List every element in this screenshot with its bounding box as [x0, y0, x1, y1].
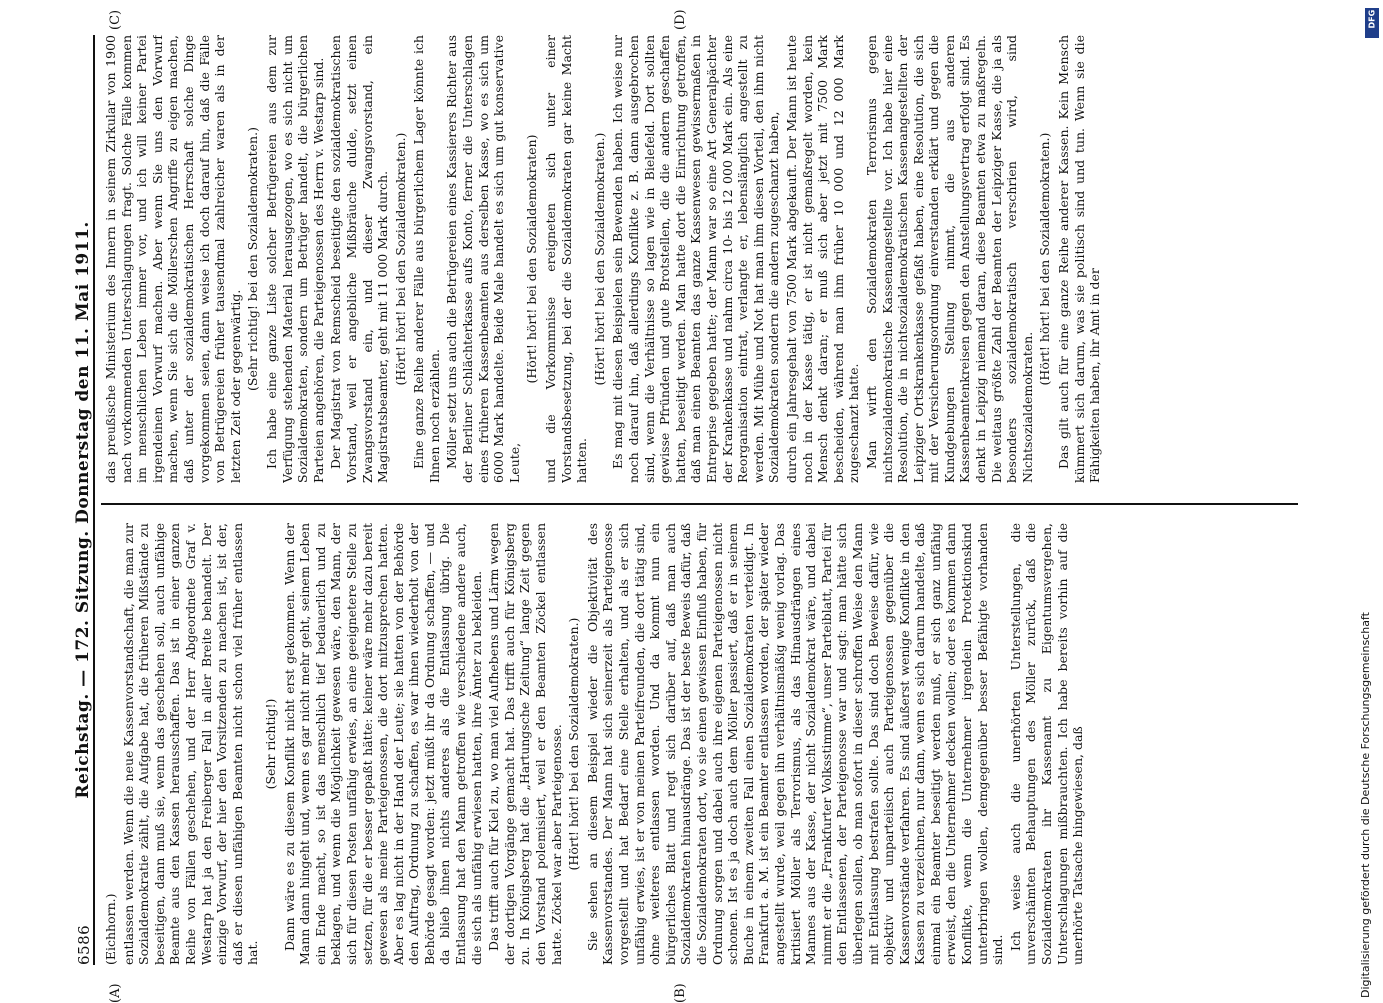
paragraph: entlassen werden. Wenn die neue Kassenvorstandschaft, die man zur Sozialdemokratie zählt, die Aufgabe hat, die früheren Mißstände zu beseitigen, dann muß sie, wenn das geschehen soll, auch unfähige Beamte aus den Kassen herausschaffen. Das ist in einer ganzen Reihe von Fällen geschehen, und der Herr Abgeordnete Graf v. Westarp hat ja den Freiberger Fall in aller Breite behandelt. Der einzige Vorwurf, der hier den Vorsitzenden zu machen ist, ist der, daß er diesen unfähigen Beamten nicht schon viel früher entlassen hat.	[120, 523, 261, 965]
left-column	[103, 523, 1298, 965]
paragraph: Es mag mit diesen Beispielen sein Bewenden haben. Ich weise nur noch darauf hin, daß allerdings Konflikte z. B. dann ausgebrochen sind, wenn die Verhältnisse so lagen wie in Bielefeld. Dort sollten gewisse Pfründen und gute Brotstellen, die die andern geschaffen hatten, beseitigt werden. Man hatte dort die Einrichtung getroffen, daß man einen Beamten das ganze Kassenwesen gewissermaßen in Entreprise gegeben hatte; der Mann war so eine Art Generalpächter der Krankenkasse und nahm circa 10- bis 12 000 Mark ein. Als eine Reorganisation eintrat, verlangte er, lebenslänglich angestellt zu werden. Mit Mühe und Not hat man ihm diesen Vorteil, den ihm nicht Sozialdemokraten sondern die andern zugeschanzt haben,	[610, 35, 782, 483]
paragraph: und die Vorkommnisse ereigneten sich unter einer Vorstandsbesetzung, bei der die Sozialdemokraten gar keine Macht hatten.	[543, 35, 590, 483]
page-number: 6586	[75, 924, 93, 965]
interjection: (Sehr richtig!)	[262, 698, 278, 790]
page-header	[63, 35, 95, 965]
paragraph: Man wirft den Sozialdemokraten Terrorismus gegen nichtsozialdemokratische Kassenangestellte vor. Ich habe hier eine Resolution, die in nichtsozialdemokratischen Kassenangestellten der Leipziger Ortskrankenkasse gefaßt haben, eine Resolution, die sich mit der Versicherungsordnung einverstanden erklärt und gegen die Kundgebungen Stellung nimmt, die aus anderen Kassenbeamtenkreisen gegen den Anstellungsvertrag erfolgt sind. Es denkt in Leipzig niemand daran, diese Beamten etwa zu maßregeln. Die weitaus größte Zahl der Beamten der Leipziger Kasse, die ja als besonders sozialdemokratisch verschrien wird, sind Nichtsozialdemokraten.	[863, 35, 1035, 483]
paragraph: Sie sehen an diesem Beispiel wieder die Objektivität des Kassenvorstandes. Der Mann hat sich seinerzeit als Parteigenosse vorgestellt und hat Bedarf eine Stelle erhalten, und als er sich unfähig erwies, ist er von meinen Parteifreunden, die dort tätig sind, ohne weiteres entlassen worden. Und da kommt nun ein bürgerliches Blatt und regt sich darüber auf, daß man auch Sozialdemokraten hinausdränge. Das ist der beste Beweis dafür, daß die Sozialdemokraten dort, wo sie einen gewissen Einfluß haben, für Ordnung sorgen und dabei auch ihre eigenen Parteigenossen nicht schonen. Ist es ja doch auch dem Möller passiert, daß er in seinem Buche in einem zweiten Fall einen Sozialdemokraten verteidigt. In Frankfurt a. M. ist ein Beamter entlassen worden, der später wieder angestellt wurde, weil gegen ihn verhältnismäßig wenig vorlag. Das kritisiert Möller als Terrorismus, als das Hinausdrängen eines Mannes aus der Kasse, der nicht Sozialdemokrat wäre, und dabei nimmt er die „Frankfurter Volksstimme“, unser Parteiblatt, Partei für den Entlassenen, der Parteigenosse war und sagt: man hätte sich überlegen sollen, ob man sofort in dieser schroffen Weise den Mann mit Entlassung bestrafen sollte. Das sind doch Beweise dafür, wie objektiv und unparteiisch auch Parteigenossen gegenüber die Kassenvorstände verfahren. Es sind äußerst wenige Konflikte in den Kassen zu verzeichnen, nur dann, wenn es sich darum handelte, daß einmal ein Beamter beseitigt werden muß, er sich ganz unfähig erweist, den die Unternehmer decken wollen; oder es kommen dann Konflikte, wenn die Unternehmer irgendein Protektionskind unterbringen wollen, demgegenüber besser Befähigte vorhanden sind.	[584, 523, 1006, 965]
paragraph: Das gilt auch für eine ganze Reihe anderer Kassen. Kein Mensch kümmert sich darum, was sie politisch sind und tun. Wenn sie die Fähigkeiten haben, ihr Amt in der	[1056, 35, 1103, 483]
paragraph: Möller setzt uns auch die Betrügereien eines Kassierers Richter aus der Berliner Schlächterkasse aufs Konto, ferner die Unterschlagen eines früheren Kassenbeamten aus derselben Kasse, wo es sich um 6000 Mark handelte. Beide Male handelt es sich um gut konservative Leute,	[444, 35, 522, 483]
dfg-logo	[1365, 8, 1379, 38]
digitization-note	[1352, 8, 1380, 998]
margin-marker-a: (A)	[108, 983, 123, 1003]
paragraph: (Eichhorn.)	[103, 893, 118, 965]
paragraph: Dann wäre es zu diesem Konflikt nicht erst gekommen. Wenn der Mann dann hingeht und, wenn es gar nicht mehr geht, seinem Leben ein Ende macht, so ist das menschlich tief bedauerlich und zu beklagen, und wenn die Möglichkeit gewesen wäre, den Mann, der sich für diesen Posten unfähig erwies, an eine geeignetere Stelle zu setzen, für die er besser gepaßt hätte: keiner wäre mehr dazu bereit gewesen als meine Parteigenossen, die dort mitzusprechen hatten. Aber es lag nicht in der Hand der Leute; sie hatten von der Behörde den Auftrag, Ordnung zu schaffen, es war ihnen wiederholt von der Behörde gesagt worden: jetzt müßt ihr da Ordnung schaffen, — und da blieb ihnen nichts anderes als die Entlassung übrig. Die Entlassung hat den Mann getroffen wie verschiedene andere auch, die sich als unfähig erwiesen hatten, ihre Ämter zu bekleiden.	[281, 523, 484, 965]
digitization-note-text: Digitalisierung gefördert durch die Deutsche Forschungsgemeinschaft	[1359, 612, 1372, 998]
interjection: (Hört! hört! bei den Sozialdemokraten.)	[1037, 132, 1053, 386]
interjection: (Hört! hört! bei den Sozialdemokraten.)	[591, 132, 607, 386]
right-column	[103, 35, 1298, 483]
interjection: (Sehr richtig! bei den Sozialdemokraten.)	[245, 127, 261, 391]
paragraph: Das trifft auch für Kiel zu, wo man viel Aufhebens und Lärm wegen der dortigen Vorgänge gemacht hat. Das trifft auch für Königsberg zu. In Königsberg hat die „Hartungsche Zeitung“ lange Zeit gegen den Vorstand polemisiert, weil er den Beamten Zöckel entlassen hatte. Zöckel war aber Parteigenosse.	[486, 523, 564, 965]
interjection: (Hört! hört! bei den Sozialdemokraten.)	[392, 132, 408, 386]
margin-marker-b: (B)	[673, 983, 688, 1003]
paragraph: Eine ganze Reihe anderer Fälle aus bürgerlichem Lager könnte ich Ihnen noch erzählen.	[411, 35, 442, 483]
paragraph: Der Magistrat von Remscheid beseitigte den sozialdemokratischen Vorstand, weil er angebliche Mißbräuche dulde, setzt einen Zwangsvorstand ein, und dieser Zwangsvorstand, ein Magistratsbeamter, geht mit 11 000 Mark durch.	[328, 35, 391, 483]
interjection: (Hört! hört! bei den Sozialdemokraten.)	[566, 617, 582, 871]
margin-marker-d: (D)	[673, 9, 688, 30]
page-title: Reichstag. — 172. Sitzung. Donnerstag den 11. Mai 1911.	[73, 221, 93, 799]
column-divider	[101, 503, 1298, 505]
interjection: (Hört! hört! bei den Sozialdemokraten)	[524, 134, 540, 384]
margin-marker-c: (C)	[108, 9, 123, 30]
paragraph: Ich habe eine ganze Liste solcher Betrügereien aus dem zur Verfügung stehenden Material herausgezogen, wo es sich nicht um Sozialdemokraten, sondern um Betrüger handelt, die bürgerlichen Parteien angehören, die Parteigenossen des Herrn v. Westarp sind.	[263, 35, 326, 483]
rotated-page	[53, 9, 1303, 1003]
dfg-logo-text: DFG	[1367, 9, 1377, 29]
paragraph: durch ein Jahresgehalt von 7500 Mark abgekauft. Der Mann ist heute noch in der Kasse tätig, er ist nicht gemaßregelt worden, kein Mensch denkt daran; er muß sich aber jetzt mit 7500 Mark bescheiden, während man ihm früher 10 000 und 12 000 Mark zugeschanzt hatte.	[783, 35, 862, 483]
paragraph: das preußische Ministerium des Innern in seinem Zirkular von 1900 nach vorkommenden Unterschlagungen fragt. Solche Fälle kommen im menschlichen Leben immer vor, und ich will keiner Partei irgendeinen Vorwurf machen. Aber wenn Sie uns den Vorwurf machen, wenn Sie sich die Möllerschen Angriffe zu eigen machen, daß unter der sozialdemokratischen Herrschaft solche Dinge vorgekommen seien, dann weise ich doch darauf hin, daß die Fälle von Betrügereien früher tausendmal zahlreicher waren als in der letzten Zeit oder gegenwärtig.	[103, 35, 243, 483]
paragraph: Ich weise auch die unerhörten Unterstellungen, die unverschämten Behauptungen des Möller zurück, daß die Sozialdemokraten ihr Kassenamt zu Eigentumsvergehen, Unterschlagungen mißbrauchten. Ich habe bereits vorhin auf die unerhörte Tatsache hingewiesen, daß	[1007, 523, 1086, 965]
